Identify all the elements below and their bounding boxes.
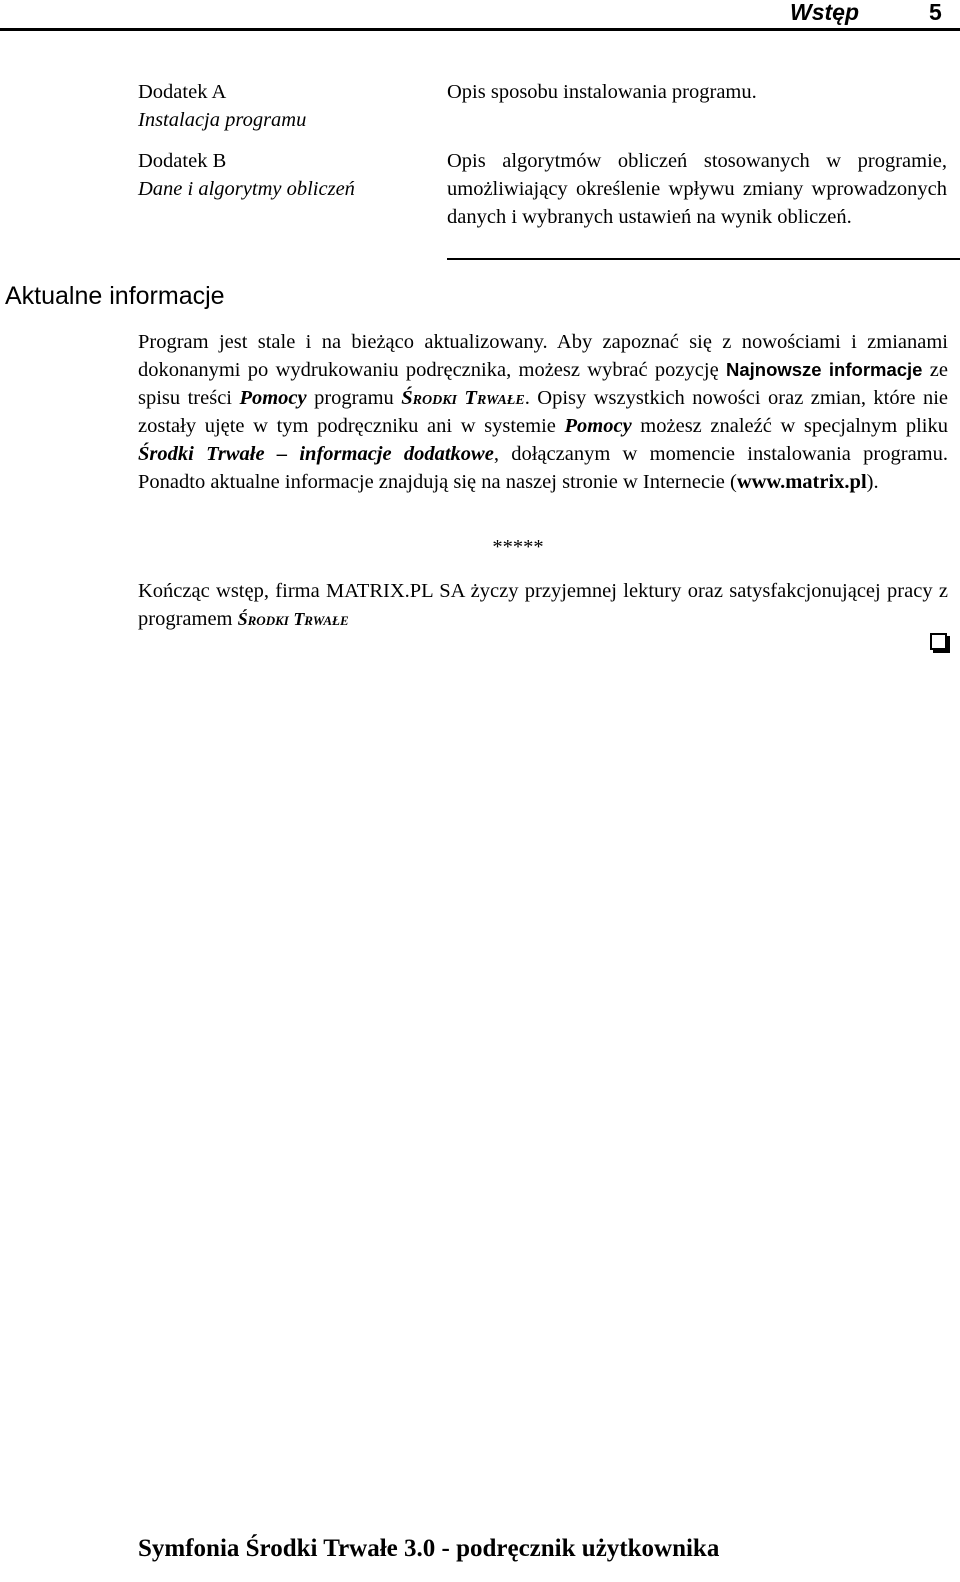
- website-url: www.matrix.pl: [736, 471, 867, 493]
- file-name: Środki Trwałe – informacje dodatkowe: [138, 443, 494, 465]
- running-header-section: Wstęp: [790, 0, 859, 25]
- table-rule: [447, 258, 960, 260]
- appendix-a-description: Opis sposobu instalowania programu.: [447, 81, 757, 103]
- p1-text-7: ).: [866, 471, 879, 493]
- product-name: Środki Trwałe: [401, 387, 525, 409]
- appendix-a-title: [138, 78, 306, 134]
- section-heading: Aktualne informacje: [5, 282, 225, 310]
- separator-stars: *****: [492, 536, 544, 558]
- p1-text-3: programu: [306, 387, 402, 409]
- p1-text-2: ze spisu treści: [138, 359, 948, 409]
- appendix-b-label: Dodatek B: [138, 150, 227, 172]
- p2-text-1: Kończąc wstęp, firma MATRIX.PL SA życzy przyjemnej lektury oraz satysfakcjonującej pracy z programem: [138, 580, 948, 630]
- help-term: Pomocy: [239, 387, 307, 409]
- menu-item-name: Najnowsze informacje: [725, 359, 923, 380]
- p1-text-4: . Opisy wszystkich nowości oraz zmian, które nie zostały ujęte w tym podręczniku ani w systemie: [138, 387, 949, 437]
- appendix-a-subtitle: Instalacja programu: [138, 109, 307, 131]
- paragraph-closing: [138, 577, 948, 633]
- p1-text-1: Program jest stale i na bieżąco aktualizowany. Aby zapoznać się z nowościami i zmianami dokonanymi po wydrukowaniu podręcznika, możesz wybrać pozycję: [138, 331, 948, 381]
- end-mark-icon: [930, 633, 947, 650]
- page-footer: Symfonia Środki Trwałe 3.0 - podręcznik użytkownika: [138, 1535, 720, 1562]
- appendix-a-label: Dodatek A: [138, 81, 227, 103]
- appendix-b-subtitle: Dane i algorytmy obliczeń: [138, 178, 355, 200]
- help-term-2: Pomocy: [564, 415, 632, 437]
- header-rule: [0, 28, 960, 31]
- page-number: 5: [929, 0, 942, 25]
- appendix-b-title: [138, 147, 355, 203]
- paragraph-updates: [138, 328, 948, 496]
- p1-text-5: możesz znaleźć w specjalnym pliku: [631, 415, 949, 437]
- appendix-b-description: Opis algorytmów obliczeń stosowanych w programie, umożliwiający określenie wpływu zmiany wprowadzonych danych i wybranych ustawień na wynik obliczeń.: [447, 150, 947, 228]
- p1-text-6: , dołączanym w momencie instalowania programu. Ponadto aktualne informacje znajdują się na naszej stronie w Internecie (: [138, 443, 948, 493]
- product-name-2: Środki Trwałe: [237, 609, 349, 629]
